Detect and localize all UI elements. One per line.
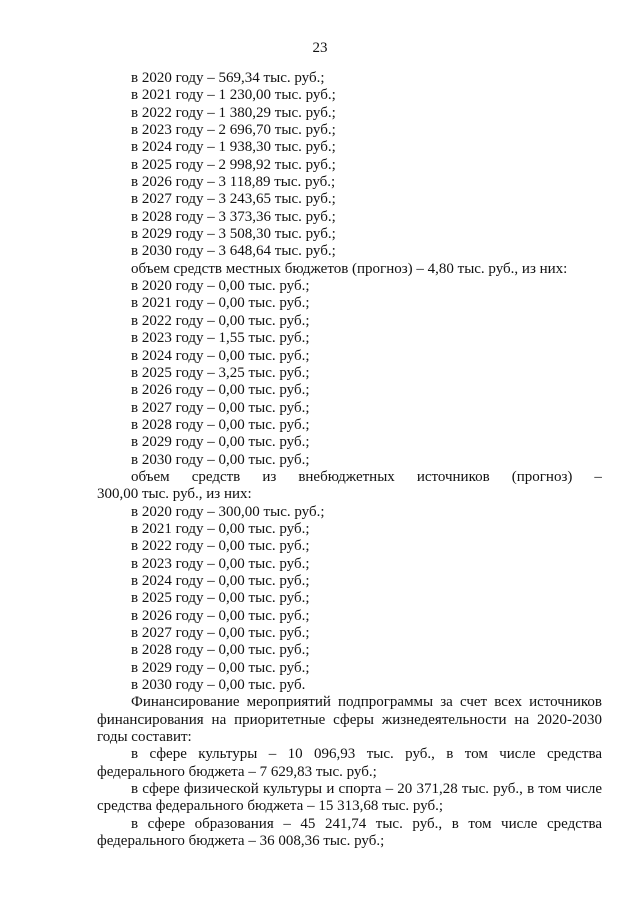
list-item: в 2026 году – 0,00 тыс. руб.; [131,607,310,624]
header-word: (прогноз) [511,468,573,485]
extrabudget-header-continuation: 300,00 тыс. руб., из них: [97,486,252,503]
header-word: внебюджетных [298,468,395,485]
regional-years-list [97,70,602,261]
list-item: в 2030 году – 3 648,64 тыс. руб.; [131,243,336,260]
list-item: в 2023 году – 0,00 тыс. руб.; [131,555,310,572]
list-item: в 2030 году – 0,00 тыс. руб.; [131,451,310,468]
list-item: в 2026 году – 0,00 тыс. руб.; [131,382,310,399]
header-word: объем [131,468,170,485]
list-item: в 2029 году – 3 508,30 тыс. руб.; [131,226,336,243]
list-item: в 2025 году – 2 998,92 тыс. руб.; [131,156,336,173]
financing-intro-paragraph: Финансирование мероприятий подпрограммы за счет всех источников финансирования на приоритетные сферы жизнедеятельности на 2020-2030 годы составит: [97,694,602,746]
extrabudget-header [97,469,602,486]
sphere-education-paragraph: в сфере образования – 45 241,74 тыс. руб., в том числе средства федерального бюджета – 36 008,36 тыс. руб.; [97,815,602,850]
list-item: в 2020 году – 300,00 тыс. руб.; [131,503,325,520]
list-item: в 2020 году – 569,34 тыс. руб.; [131,70,325,86]
header-word: из [262,468,277,485]
list-item: в 2030 году – 0,00 тыс. руб. [131,677,306,694]
local-years-list [97,278,602,469]
list-item: в 2028 году – 3 373,36 тыс. руб.; [131,208,336,225]
sphere-culture-paragraph: в сфере культуры – 10 096,93 тыс. руб., в том числе средства федерального бюджета – 7 629,83 тыс. руб.; [97,746,602,780]
list-item: в 2022 году – 0,00 тыс. руб.; [131,312,310,329]
page-number: 23 [312,40,328,56]
list-item: в 2027 году – 0,00 тыс. руб.; [131,399,310,416]
list-item: в 2021 году – 0,00 тыс. руб.; [131,295,310,312]
list-item: в 2022 году – 1 380,29 тыс. руб.; [131,104,336,121]
list-item: в 2028 году – 0,00 тыс. руб.; [131,642,310,659]
sphere-sport-paragraph: в сфере физической культуры и спорта – 20 371,28 тыс. руб., в том числе средства федерального бюджета – 15 313,68 тыс. руб.; [97,781,602,815]
extrabudget-years-list [97,504,602,695]
list-item: в 2027 году – 0,00 тыс. руб.; [131,625,310,641]
header-word: средств [191,468,241,485]
header-word: – [594,468,602,485]
list-item: в 2024 году – 0,00 тыс. руб.; [131,347,310,364]
list-item: в 2020 году – 0,00 тыс. руб.; [131,278,310,295]
header-word: источников [416,468,490,485]
list-item: в 2025 году – 3,25 тыс. руб.; [131,364,310,381]
list-item: в 2021 году – 0,00 тыс. руб.; [131,520,310,537]
list-item: в 2021 году – 1 230,00 тыс. руб.; [131,87,336,104]
list-item: в 2025 году – 0,00 тыс. руб.; [131,590,310,607]
list-item: в 2023 году – 2 696,70 тыс. руб.; [131,122,336,139]
document-body [97,70,602,850]
list-item: в 2026 году – 3 118,89 тыс. руб.; [131,174,336,191]
list-item: в 2029 году – 0,00 тыс. руб.; [131,434,310,451]
local-budget-header: объем средств местных бюджетов (прогноз) – 4,80 тыс. руб., из них: [131,260,568,277]
list-item: в 2024 году – 1 938,30 тыс. руб.; [131,139,336,156]
list-item: в 2029 году – 0,00 тыс. руб.; [131,659,310,676]
list-item: в 2023 году – 1,55 тыс. руб.; [131,330,310,347]
list-item: в 2028 году – 0,00 тыс. руб.; [131,416,310,433]
list-item: в 2027 году – 3 243,65 тыс. руб.; [131,191,336,208]
list-item: в 2022 году – 0,00 тыс. руб.; [131,538,310,555]
list-item: в 2024 году – 0,00 тыс. руб.; [131,572,310,589]
